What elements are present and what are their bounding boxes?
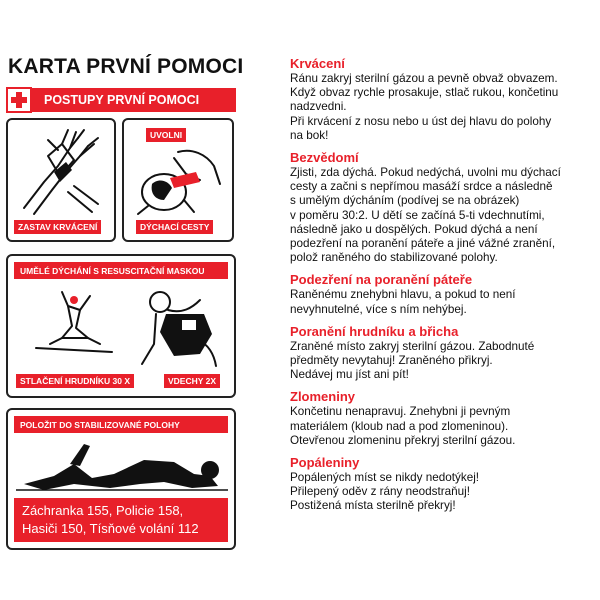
- rescue-breathing-illustration: [138, 284, 220, 368]
- section-heading: Krvácení: [290, 56, 345, 71]
- recovery-position-illustration: [14, 434, 230, 492]
- airway-label: DÝCHACÍ CESTY: [136, 220, 213, 234]
- section-heading: Popáleniny: [290, 455, 360, 471]
- body-line: podezření na poranění páteře a jiné vážné zranění,: [290, 237, 556, 251]
- section-heading: Zlomeniny: [290, 389, 356, 405]
- section-body: [290, 72, 595, 143]
- section-chest: [290, 324, 595, 383]
- body-line: Postižená místa sterilně překryj!: [290, 499, 456, 513]
- body-line: Popálených míst se nikdy nedotýkej!: [290, 471, 480, 485]
- section-body: [290, 405, 595, 448]
- body-line: Při krvácení z nosu nebo u úst dej hlavu do polohy: [290, 114, 552, 128]
- recovery-panel: [6, 408, 236, 550]
- body-line: Přilepený oděv z rány neodstraňuj!: [290, 485, 470, 499]
- body-line: následně jako u dospělých. Pokud dýchá a není: [290, 222, 538, 236]
- section-body: [290, 340, 595, 383]
- first-aid-cross-icon: [6, 87, 32, 113]
- head-tilt-illustration: [134, 144, 226, 216]
- body-line: Zjisti, zda dýchá. Pokud nedýchá, uvolni mu dýchací: [290, 166, 561, 180]
- banner-text: POSTUPY PRVNÍ POMOCI: [44, 93, 200, 107]
- section-body: [290, 471, 595, 514]
- section-body: [290, 166, 595, 265]
- body-line: Nedávej mu jíst ani pít!: [290, 368, 409, 382]
- recovery-header: POLOŽIT DO STABILIZOVANÉ POLOHY: [14, 416, 228, 433]
- body-line: na bok!: [290, 128, 329, 142]
- chest-compression-illustration: [32, 286, 116, 368]
- compressions-label: STLAČENÍ HRUDNÍKU 30 X: [16, 374, 134, 388]
- body-line: Zraněné místo zakryj sterilní gázou. Zabodnuté: [290, 339, 535, 353]
- emergency-line-1: Záchranka 155, Policie 158,: [22, 503, 184, 518]
- cpr-panel: [6, 254, 236, 398]
- section-heading: Bezvědomí: [290, 150, 359, 166]
- body-line: Ránu zakryj sterilní gázou a pevně obvaž obvazem.: [290, 72, 558, 85]
- body-line: nevyhnutelné, více s ním nehýbej.: [290, 302, 467, 316]
- emergency-line-2: Hasiči 150, Tísňové volání 112: [22, 521, 199, 536]
- section-burns: [290, 455, 595, 514]
- breathing-header: UMĚLÉ DÝCHÁNÍ S RESUSCITAČNÍ MASKOU: [14, 262, 228, 279]
- stop-bleeding-label: ZASTAV KRVÁCENÍ: [14, 220, 101, 234]
- body-line: cesty a začni s nepřímou masáží srdce a následně: [290, 180, 553, 194]
- procedures-banner: [8, 88, 236, 112]
- section-heading: Podezření na poranění páteře: [290, 272, 473, 288]
- body-line: polož raněného do stabilizované polohy.: [290, 251, 498, 265]
- body-line: nadzvedni.: [290, 100, 347, 114]
- section-fractures: [290, 389, 595, 448]
- card-title: KARTA PRVNÍ POMOCI: [8, 55, 244, 78]
- open-label: UVOLNI: [146, 128, 186, 142]
- bandaging-hands-illustration: [18, 126, 106, 218]
- emergency-numbers: [14, 498, 228, 542]
- body-line: s umělým dýcháním (podívej se na obrázek): [290, 194, 520, 208]
- body-line: materiálem (kloub nad a pod zlomeninou).: [290, 419, 509, 433]
- body-line: předměty nevytahuj! Zraněného přikryj.: [290, 354, 493, 368]
- section-body: [290, 288, 595, 316]
- section-spine: [290, 272, 595, 316]
- breaths-label: VDECHY 2X: [164, 374, 220, 388]
- bleeding-panel: [6, 118, 116, 242]
- body-line: Raněnému znehybni hlavu, a pokud to není: [290, 288, 516, 302]
- airway-panel: [122, 118, 234, 242]
- body-line: Končetinu nenapravuj. Znehybni ji pevným: [290, 405, 511, 419]
- section-unconscious: [290, 150, 595, 265]
- body-line: Když obvaz rychle prosakuje, stlač rukou, končetinu: [290, 86, 559, 100]
- body-line: v poměru 30:2. U dětí se začíná 5-ti vdechnutími,: [290, 208, 545, 222]
- section-bleeding: [290, 56, 595, 143]
- body-line: Otevřenou zlomeninu překryj sterilní gázou.: [290, 433, 516, 447]
- instructions-column: [290, 56, 595, 521]
- section-heading: Poranění hrudníku a břicha: [290, 323, 459, 339]
